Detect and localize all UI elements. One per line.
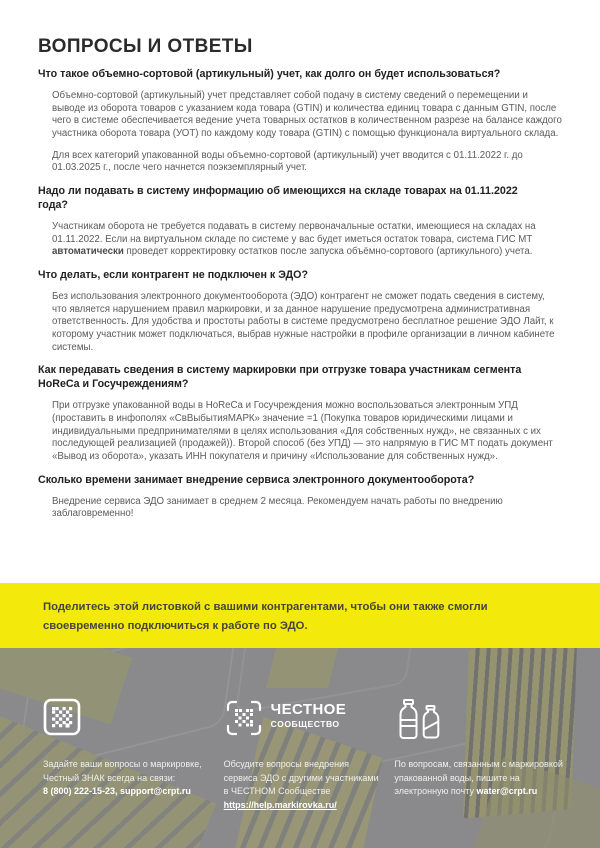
text-segment: Честный ЗНАК всегда на связи:: [43, 772, 176, 783]
water-email: water@crpt.ru: [476, 786, 538, 796]
text-segment: автоматически: [52, 246, 124, 258]
community-logo-line2: СООБЩЕСТВО: [270, 719, 340, 729]
text-segment: Участникам оборота не требуется подавать в систему первоначальные остатки, имеющиеся на складах на 01.11.2022. Если на виртуальном складе по системе у вас будет иметься остаток товара, система ГИС МТ: [52, 220, 536, 245]
faq-question: Что делать, если контрагент не подключен к ЭДО?: [38, 269, 308, 282]
support-contact: 8 (800) 222-15-23, support@crpt.ru: [43, 786, 191, 796]
text-segment: Обсудите вопросы внедрения: [223, 759, 349, 769]
faq-paragraph: [38, 291, 562, 355]
text-segment: Без использования электронного документооборота (ЭДО) контрагент не сможет подать сведения в систему, что является нарушением правил маркировки, и за данное нарушение предусмотрена административная ответственность. Для удобства и простоты работы в системе предусмотрено бесплатное решение ЭДО Лайт, к которому участник может подключаться, выбрав нужные настройки в профиле организации в личном кабинете системы.: [52, 290, 555, 353]
footer-icon-row: [43, 698, 213, 740]
footer-icon-row: [394, 698, 572, 740]
share-banner: [0, 583, 600, 648]
text-segment: проведет корректировку остатков после запуска объёмно-сортового (артикульного) учета.: [123, 246, 533, 258]
footer-text-line: [394, 785, 572, 799]
faq-list: [38, 68, 562, 521]
footer-icon-row: [224, 698, 384, 740]
footer-columns: [0, 648, 600, 848]
footer-text-line: [43, 785, 213, 799]
text-segment: электронную почту: [394, 786, 477, 796]
footer-text-line: [224, 772, 384, 786]
faq-paragraph: [38, 150, 562, 175]
community-logo-text: [271, 698, 346, 729]
faq-paragraph: [38, 90, 562, 141]
community-logo-line1: ЧЕСТНОЕ: [270, 701, 347, 718]
text-segment: Объемно-сортовой (артикульный) учет представляет собой подачу в систему сведений о перемещении и выводе из оборота товаров с указанием кода товара (GTIN) и количества единиц товара с данным GTIN, после чего в системе обеспечивается ведение учета товарных остатков в количественном разрезе на балансе каждого участника оборота товара (УОТ) по каждому коду товара (GTIN) с помощью функционала виртуального склада.: [52, 89, 562, 140]
footer-text-line: [224, 758, 384, 772]
faq-question: Как передавать сведения в систему маркировки при отгрузке товара участникам сегмента HoReCa и Госучреждениям?: [38, 364, 522, 391]
page-title: ВОПРОСЫ И ОТВЕТЫ: [38, 36, 253, 57]
community-link[interactable]: https://help.markirovka.ru/: [223, 799, 337, 810]
datamatrix-icon: [43, 698, 81, 741]
text-segment: упакованной воды, пишите на: [394, 772, 520, 783]
footer-column-1: [43, 698, 213, 848]
footer-text-line: [43, 772, 213, 786]
faq-question: Надо ли подавать в систему информацию об имеющихся на складе товарах на 01.11.2022 года?: [38, 185, 518, 212]
faq-question: Сколько времени занимает внедрение сервиса электронного документооборота?: [38, 473, 475, 486]
faq-paragraph: [38, 221, 562, 259]
footer-column-3: [394, 698, 572, 848]
faq-question: Что такое объемно-сортовой (артикульный) учет, как долго он будет использоваться?: [38, 68, 501, 80]
text-segment: Задайте ваши вопросы о маркировке,: [43, 759, 202, 769]
text-segment: сервиса ЭДО с другими участниками: [223, 772, 379, 783]
footer: [0, 648, 600, 848]
faq-paragraph: [38, 400, 562, 464]
community-logo-icon: [224, 698, 264, 743]
footer-text-line: [224, 785, 384, 799]
water-bottles-icon: [394, 698, 444, 749]
text-segment: Внедрение сервиса ЭДО занимает в среднем 2 месяца. Рекомендуем начать работы по внедрению заблаговременно!: [52, 495, 503, 520]
text-segment: Для всех категорий упакованной воды объемно-сортовой (артикульный) учет вводится с 01.11.2022 г. до 01.03.2025 г., после чего начнется поэкземплярный учет.: [52, 149, 523, 174]
footer-text-line: [224, 799, 384, 813]
faq-paragraph: [38, 496, 562, 521]
footer-column-2: [224, 698, 384, 848]
footer-text-line: [394, 758, 572, 772]
text-segment: в ЧЕСТНОМ Сообществе: [223, 786, 331, 796]
text-segment: При отгрузке упакованной воды в HoReCa и Госучреждения можно воспользоваться электронным УПД (проставить в инфополях «СвВыбытияМАРК» значение =1 (Покупка товаров юридическими лицами и индивидуальными предпринимателями в целях использования «Для собственных нужд», не связанных с их последующей реализацией (продажей)). Второй способ (без УПД) — это напрямую в ГИС МТ подать документ «Вывод из оборота», указать ИНН покупателя и причину «Использование для собственных нужд».: [52, 400, 553, 463]
footer-text-line: [394, 772, 572, 786]
share-banner-text: Поделитесь этой листовкой с вашими контрагентами, чтобы они также смогли своевременно подключиться к работе по ЭДО.: [43, 601, 488, 633]
text-segment: По вопросам, связанным с маркировкой: [394, 759, 563, 769]
footer-text-line: [43, 758, 213, 772]
